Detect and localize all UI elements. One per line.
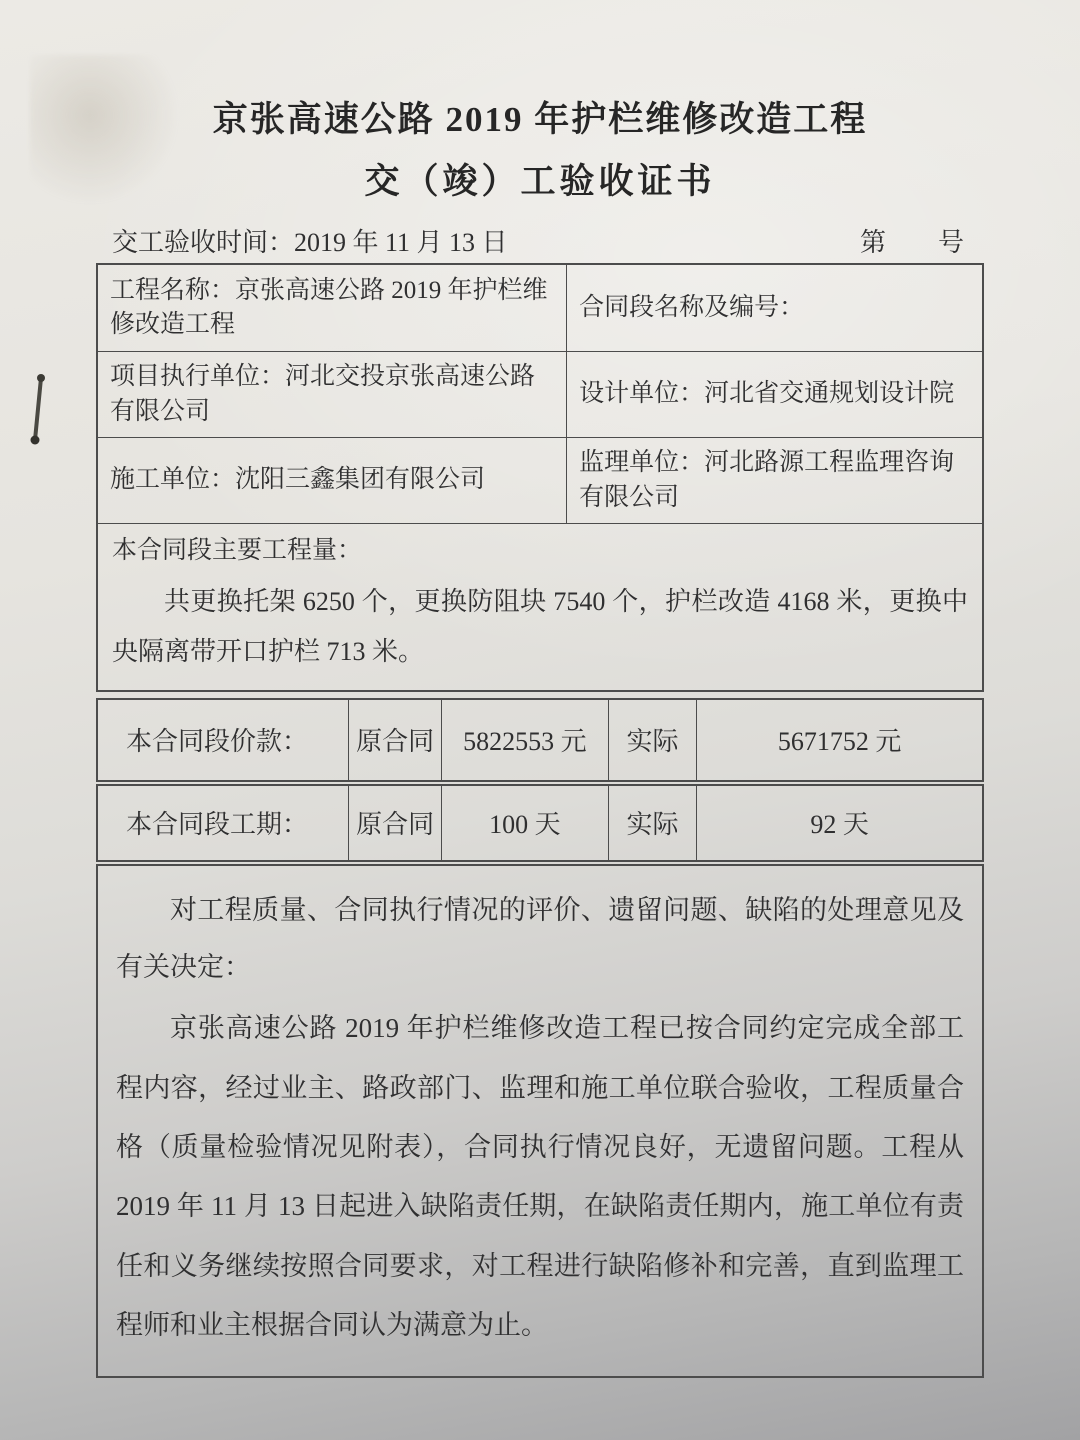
table-row — [97, 524, 983, 691]
price-actual-label: 实际 — [608, 699, 697, 783]
contract-figures-table — [96, 698, 984, 1378]
meta-row — [96, 222, 984, 259]
table-row — [97, 264, 983, 352]
construction-unit-cell: 施工单位：沈阳三鑫集团有限公司 — [97, 438, 567, 524]
duration-actual-value: 92 天 — [697, 783, 983, 863]
document-body — [96, 263, 984, 1378]
document-number-label: 第 — [859, 228, 886, 257]
supervision-unit-cell: 监理单位：河北路源工程监理咨询有限公司 — [567, 438, 983, 524]
document-number-suffix: 号 — [937, 228, 964, 257]
duration-actual-label: 实际 — [608, 783, 697, 863]
doc-title-line2: 交（竣）工验收证书 — [364, 162, 716, 201]
table-row — [97, 352, 983, 438]
evaluation-body: 京张高速公路 2019 年护栏维修改造工程已按合同约定完成全部工程内容，经过业主、路政部门、监理和施工单位联合验收，工程质量合格（质量检验情况见附表），合同执行情况良好，无遗留问题。工程从 2019 年 11 月 13 日起进入缺陷责任期，在缺陷责任期内，施工单位有责任和义务继续按照合同要求，对工程进行缺陷修补和完善，直到监理工程师和业主根据合同认为满意为止。 — [116, 1013, 964, 1341]
document-number — [860, 222, 984, 259]
evaluation-cell — [97, 863, 983, 1377]
main-quantities-cell — [97, 524, 983, 691]
evaluation-heading: 对工程质量、合同执行情况的评价、遗留问题、缺陷的处理意见及有关决定： — [116, 894, 964, 982]
table-row — [97, 783, 983, 863]
executing-unit-cell: 项目执行单位：河北交投京张高速公路有限公司 — [97, 352, 567, 438]
contract-section-cell: 合同段名称及编号： — [567, 264, 983, 352]
quantities-content: 共更换托架 6250 个，更换防阻块 7540 个，护栏改造 4168 米，更换中央隔离带开口护栏 713 米。 — [112, 586, 968, 667]
acceptance-time-value: 2019 年 11 月 13 日 — [294, 228, 508, 257]
table-row — [97, 699, 983, 783]
duration-original-value: 100 天 — [442, 783, 609, 863]
price-actual-value: 5671752 元 — [697, 699, 983, 783]
contract-price-label: 本合同段价款： — [97, 699, 349, 783]
contract-duration-label: 本合同段工期： — [97, 783, 349, 863]
doc-title-line1: 京张高速公路 2019 年护栏维修改造工程 — [212, 100, 868, 139]
acceptance-time — [96, 222, 508, 259]
project-name-cell: 工程名称：京张高速公路 2019 年护栏维修改造工程 — [97, 264, 567, 352]
price-original-label: 原合同 — [349, 699, 442, 783]
project-info-table — [96, 263, 984, 692]
duration-original-label: 原合同 — [349, 783, 442, 863]
table-row — [97, 863, 983, 1377]
table-row — [97, 438, 983, 524]
quantities-label: 本合同段主要工程量： — [112, 537, 363, 564]
price-original-value: 5822553 元 — [442, 699, 609, 783]
design-unit-cell: 设计单位：河北省交通规划设计院 — [567, 352, 983, 438]
acceptance-time-label: 交工验收时间： — [112, 228, 295, 257]
